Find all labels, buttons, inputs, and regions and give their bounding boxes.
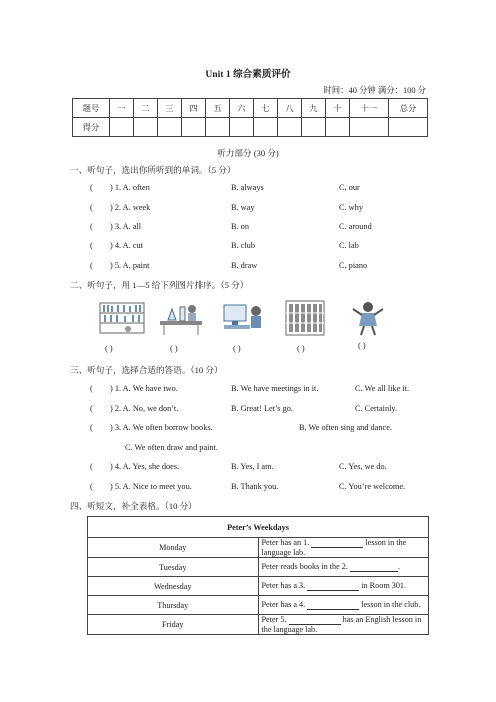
option-a: ) 4. A. cut (110, 241, 143, 250)
answer-paren[interactable]: ( (90, 183, 93, 192)
answer-paren[interactable]: ( (90, 261, 93, 270)
page-title: Unit 1 综合素质评价 (205, 69, 291, 80)
score-table (72, 98, 428, 137)
option-b: B. way (231, 203, 255, 212)
section-3-heading: 三、听句子，选择合适的答语。（10 分） (70, 365, 223, 375)
table-row (88, 596, 429, 615)
option-c: C. why (339, 203, 363, 212)
fill-blank[interactable] (311, 538, 363, 548)
shelves-room-picture (282, 299, 328, 337)
option-c: C. piano (339, 261, 368, 270)
fill-blank[interactable] (307, 600, 359, 610)
answer-paren[interactable]: ( (90, 423, 93, 432)
score-header-cell: 总分 (389, 99, 428, 118)
score-input-cell[interactable] (206, 118, 230, 137)
answer-paren[interactable]: ( (90, 222, 93, 231)
score-input-cell[interactable] (302, 118, 326, 137)
option-c: C. lab (339, 241, 359, 250)
option-a: ) 2. A. week (110, 203, 151, 212)
dancing-girl-picture (348, 299, 388, 337)
listening-part-header: 听力部分 (30 分) (217, 148, 279, 158)
option-b: B. Great! Let’s go. (231, 404, 293, 413)
table-row (88, 615, 429, 635)
day-cell: Wednesday (88, 577, 259, 596)
section-2-heading: 二、听句子，用 1—5 给下列图片排序。（5 分） (70, 280, 249, 290)
option-c: C. We all like it. (355, 384, 410, 393)
score-input-cell[interactable] (134, 118, 158, 137)
weekdays-table (87, 516, 429, 635)
option-b: B. We have meetings in it. (231, 384, 319, 393)
day-cell: Friday (88, 615, 259, 635)
option-a: ) 4. A. Yes, she does. (110, 462, 180, 471)
score-header-cell: 八 (278, 99, 302, 118)
option-a: ) 2. A. No, we don’t. (110, 404, 179, 413)
option-a: ) 1. A. often (110, 183, 150, 192)
option-b: B. Thank you. (231, 482, 279, 491)
order-blank[interactable]: ( ) (233, 344, 241, 353)
score-header-cell: 三 (158, 99, 182, 118)
score-input-cell[interactable] (158, 118, 182, 137)
day-cell: Monday (88, 538, 259, 558)
option-b: B. club (231, 241, 255, 250)
score-header-cell: 二 (134, 99, 158, 118)
picture-row (94, 299, 394, 339)
option-a: ) 1. A. We have two. (110, 384, 178, 393)
option-a: ) 3. A. all (110, 222, 142, 231)
order-blank[interactable]: ( ) (105, 344, 113, 353)
score-header-cell: 十 (326, 99, 350, 118)
section-4-heading: 四、听短文，补全表格。（10 分） (70, 501, 197, 511)
option-c: C. You’re welcome. (339, 482, 406, 491)
score-input-cell[interactable] (254, 118, 278, 137)
sentence-cell: Peter reads books in the 2. . (258, 558, 429, 577)
score-table-score-row (73, 118, 428, 137)
score-header-cell: 题号 (73, 99, 110, 118)
score-table-header-row (73, 99, 428, 118)
option-c: C. Yes, we do. (339, 462, 387, 471)
score-input-cell[interactable] (182, 118, 206, 137)
option-b: B. We often sing and dance. (299, 423, 392, 432)
score-header-cell: 九 (302, 99, 326, 118)
score-input-cell[interactable] (278, 118, 302, 137)
time-and-score-info: 时间：40 分钟 满分：100 分 (323, 86, 426, 95)
option-a: ) 3. A. We often borrow books. (110, 423, 213, 432)
fill-blank[interactable] (307, 581, 359, 591)
score-input-cell[interactable] (389, 118, 428, 137)
score-input-cell[interactable] (326, 118, 350, 137)
sentence-cell: Peter has a 3. in Room 301. (258, 577, 429, 596)
option-c: C. around (339, 222, 372, 231)
score-input-cell[interactable] (230, 118, 254, 137)
science-lab-picture (158, 299, 204, 337)
option-c: C. our (339, 183, 360, 192)
option-c: C. We often draw and paint. (125, 443, 218, 452)
option-b: B. Yes, I am. (231, 462, 274, 471)
table-row (88, 538, 429, 558)
score-row-label: 得分 (73, 118, 110, 137)
option-a: ) 5. A. paint (110, 261, 150, 270)
order-blank[interactable]: ( ) (170, 344, 178, 353)
section-1-heading: 一、听句子，选出你所听到的单词。（5 分） (70, 165, 236, 175)
table-row (88, 577, 429, 596)
computer-room-picture (220, 299, 266, 337)
sentence-cell: Peter has an 1. lesson in the language lab. (258, 538, 429, 558)
sentence-cell: Peter has a 4. lesson in the club. (258, 596, 429, 615)
weekdays-table-title: Peter’s Weekdays (88, 517, 429, 538)
answer-paren[interactable]: ( (90, 462, 93, 471)
library-bookshelf-picture (98, 299, 146, 337)
option-b: B. draw (231, 261, 258, 270)
table-row (88, 558, 429, 577)
answer-paren[interactable]: ( (90, 404, 93, 413)
score-header-cell: 五 (206, 99, 230, 118)
option-c: C. Certainly. (355, 404, 398, 413)
score-input-cell[interactable] (110, 118, 134, 137)
score-header-cell: 十一 (350, 99, 389, 118)
option-a: ) 5. A. Nice to meet you. (110, 482, 192, 491)
fill-blank[interactable] (289, 615, 341, 625)
score-input-cell[interactable] (350, 118, 389, 137)
answer-paren[interactable]: ( (90, 482, 93, 491)
option-b: B. always (231, 183, 264, 192)
score-header-cell: 七 (254, 99, 278, 118)
order-blank[interactable]: ( ) (297, 344, 305, 353)
day-cell: Thursday (88, 596, 259, 615)
day-cell: Tuesday (88, 558, 259, 577)
answer-paren[interactable]: ( (90, 384, 93, 393)
answer-paren[interactable]: ( (90, 203, 93, 212)
fill-blank[interactable] (350, 562, 398, 572)
order-blank[interactable]: ( ) (358, 341, 366, 350)
option-b: B. on (231, 222, 249, 231)
answer-paren[interactable]: ( (90, 241, 93, 250)
sentence-cell: Peter 5. has an English lesson in the language lab. (258, 615, 429, 635)
score-header-cell: 四 (182, 99, 206, 118)
score-header-cell: 六 (230, 99, 254, 118)
score-header-cell: 一 (110, 99, 134, 118)
